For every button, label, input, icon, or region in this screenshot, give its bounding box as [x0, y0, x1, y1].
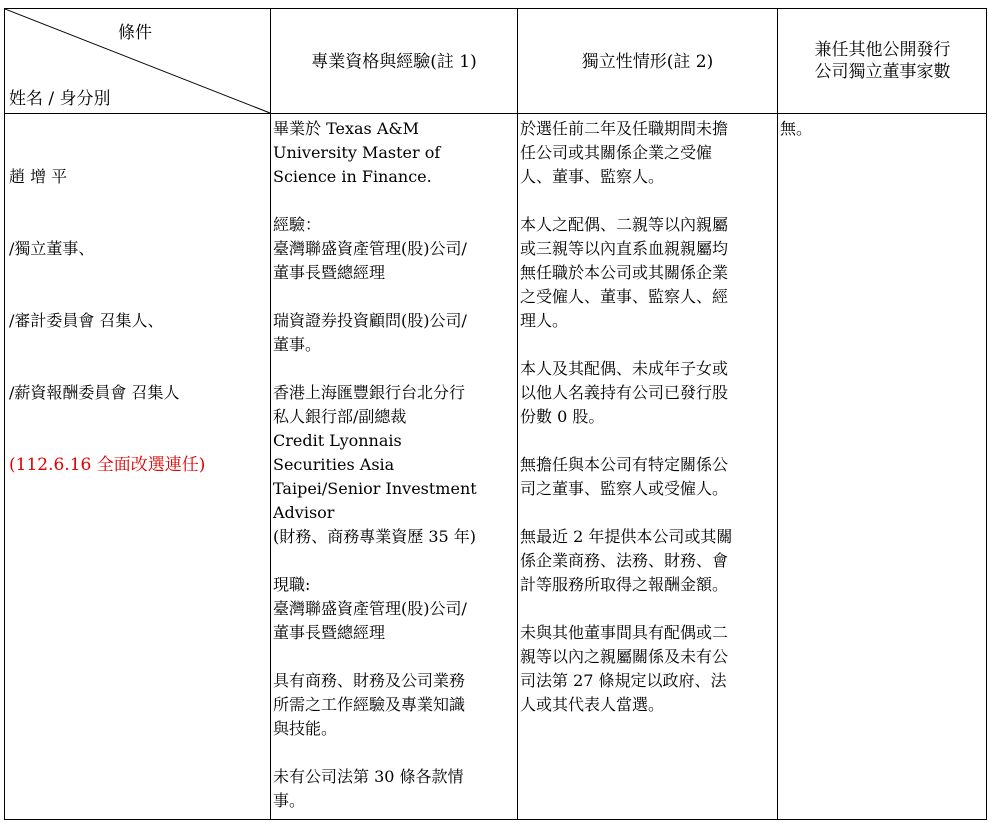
election-note: (112.6.16 全面改選連任) — [9, 455, 206, 475]
header-independence: 獨立性情形(註 2) — [581, 52, 714, 72]
qualification-text: 畢業於 Texas A&M University Master of Science in Finance. 經驗： 臺灣聯盛資產管理(股)公司/ 董事長暨總經理 瑞資證券投資顧問(股)公司/ 董事。 香港上海匯豐銀行台北分行 私人銀行部/副總裁 Credit Lyonnais Securities Asia Taipei/Senior Investment Advisor (財務、商務專業資歷 35 年) 現職: 臺灣聯盛資產管理(股)公司/ 董事長暨總經理 具有商務、財務及公司業務 所需之工作經驗及專業知識 與技能。 未有公司法第 30 條各款情 事。 — [273, 119, 477, 810]
director-name-identity — [9, 117, 267, 525]
director-role-independent: /獨立董事、 — [9, 239, 95, 258]
column-divider-3 — [777, 9, 778, 819]
header-concurrent-line-2: 公司獨立董事家數 — [814, 62, 951, 82]
director-name: 趙 增 平 — [9, 167, 68, 186]
header-condition: 條件 — [118, 23, 152, 43]
header-qualification: 專業資格與經驗(註 1) — [311, 52, 477, 72]
header-name-identity: 姓名 / 身分別 — [9, 89, 111, 109]
director-role-audit: /審計委員會 召集人、 — [9, 311, 164, 330]
header-concurrent-directorships — [778, 39, 987, 83]
director-role-remuneration: /薪資報酬委員會 召集人 — [9, 383, 180, 402]
column-divider-1 — [270, 9, 271, 819]
concurrent-count: 無。 — [780, 119, 813, 138]
column-divider-2 — [517, 9, 518, 819]
independence-text: 於選任前二年及任職期間未擔 任公司或其關係企業之受僱 人、董事、監察人。 本人之配偶、二親等以內親屬 或三親等以內直系血親親屬均 無任職於本公司或其關係企業 之受僱人、董事、監察人、經 理人。 本人及其配偶、未成年子女或 以他人名義持有公司已發行股 份數 0 股。 無擔任與本公司有特定關係公 司之董事、監察人或受僱人。 無最近 2 年提供本公司或其關 係企業商務、法務、財務、會 計等服務所取得之報酬金額。 未與其他董事間具有配偶或二 親等以內之親屬關係及未有公 司法第 27 條規定以政府、法 人或其代表人當選。 — [520, 119, 733, 714]
director-table — [4, 8, 987, 820]
header-divider — [5, 113, 986, 114]
header-concurrent-line-1: 兼任其他公開發行 — [814, 40, 951, 60]
